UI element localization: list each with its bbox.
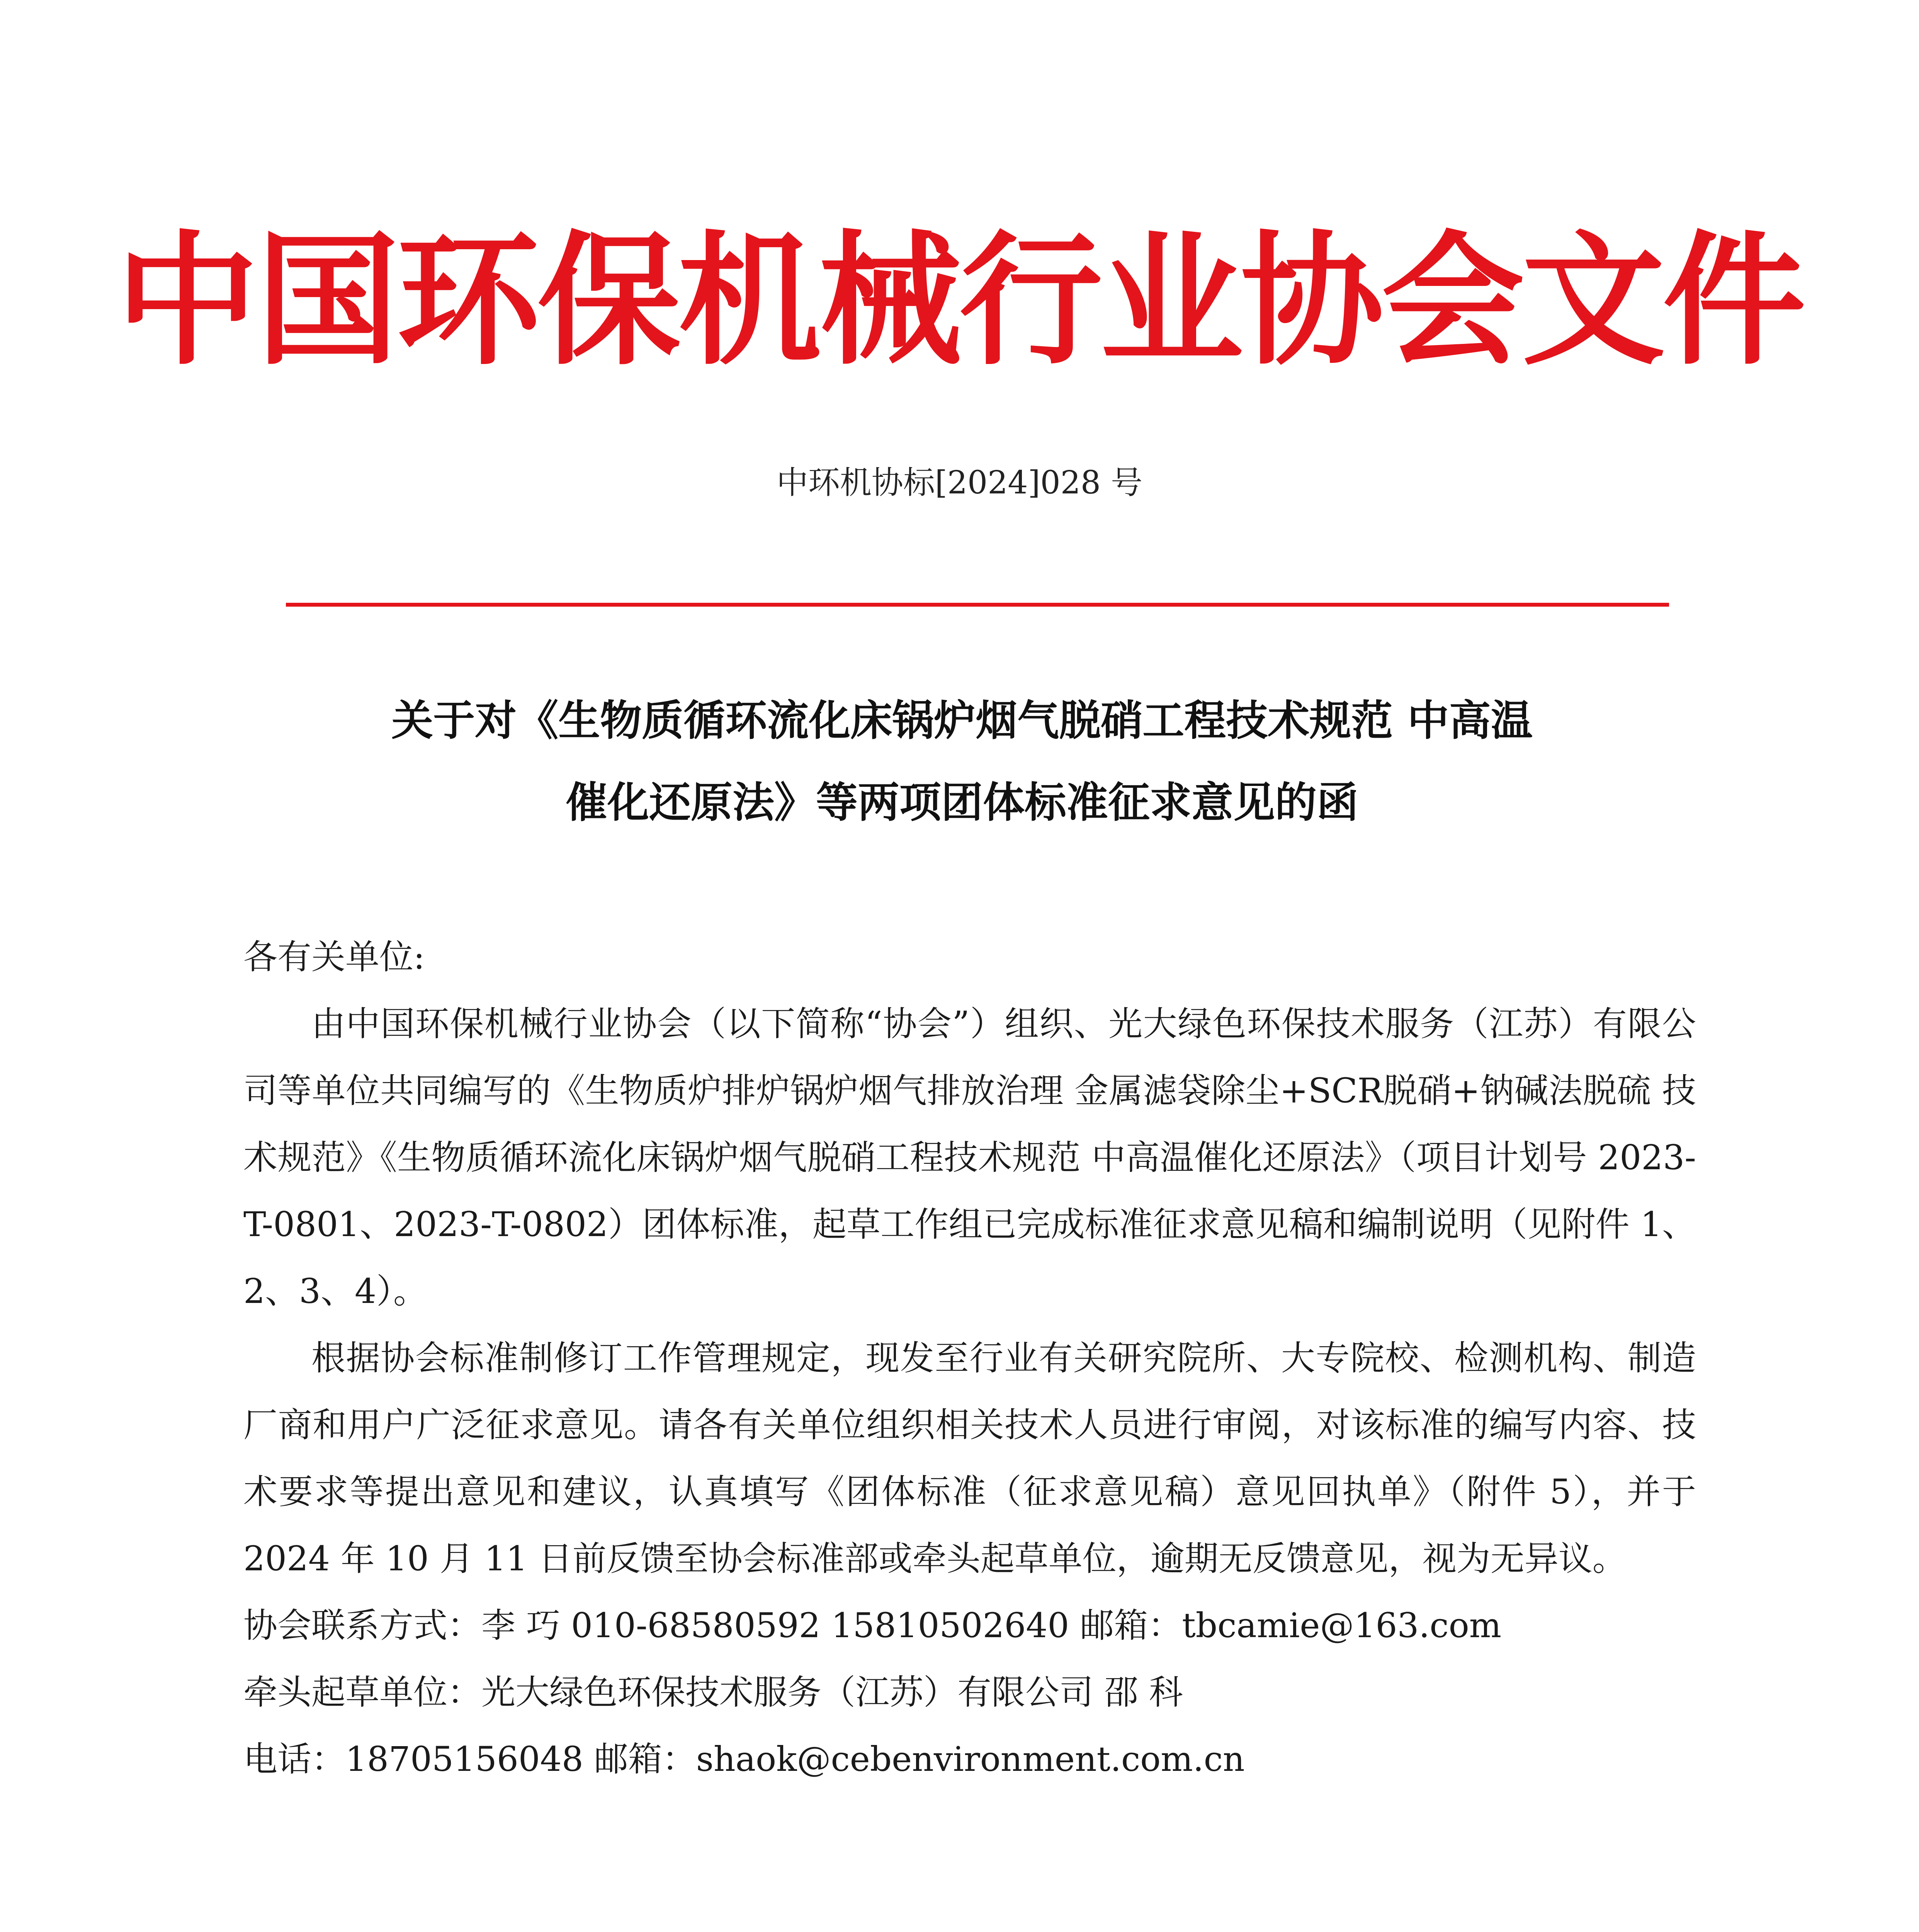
letter-body [243, 923, 1696, 1793]
salutation: 各有关单位: [243, 937, 425, 977]
contact-phone-email: 电话：18705156048 邮箱：shaok@cebenvironment.com.cn [243, 1739, 1245, 1779]
subject-heading [216, 680, 1708, 844]
subject-line-2: 催化还原法》等两项团体标准征求意见的函 [565, 779, 1358, 827]
paragraph-2: 根据协会标准制修订工作管理规定，现发至行业有关研究院所、大专院校、检测机构、制造厂商和用户广泛征求意见。请各有关单位组织相关技术人员进行审阅，对该标准的编写内容、技术要求等提出意见和建议，认真填写《团体标准（征求意见稿）意见回执单》（附件 5），并于 2024 年 10 月 11 日前反馈至协会标准部或牵头起草单位，逾期无反馈意见，视为无异议。 [243, 1338, 1696, 1578]
red-divider-line [286, 603, 1669, 607]
document-number: 中环机协标[2024]028 号 [776, 464, 1143, 501]
masthead-title: 中国环保机械行业协会文件 [116, 218, 1803, 384]
contact-drafting-unit: 牵头起草单位：光大绿色环保技术服务（江苏）有限公司 邵 科 [243, 1672, 1183, 1712]
paragraph-1: 由中国环保机械行业协会（以下简称“协会”）组织、光大绿色环保技术服务（江苏）有限公司等单位共同编写的《生物质炉排炉锅炉烟气排放治理 金属滤袋除尘+SCR脱硝+钠碱法脱硫 技术规范》《生物质循环流化床锅炉烟气脱硝工程技术规范 中高温催化还原法》（项目计划号 2023-T-0801、2023-T-0802）团体标准，起草工作组已完成标准征求意见稿和编制说明（见附件 1、2、3、4）。 [243, 1004, 1696, 1311]
contact-association: 协会联系方式：李 巧 010-68580592 15810502640 邮箱：tbcamie@163.com [243, 1605, 1502, 1645]
subject-line-1: 关于对《生物质循环流化床锅炉烟气脱硝工程技术规范 中高温 [391, 697, 1533, 745]
